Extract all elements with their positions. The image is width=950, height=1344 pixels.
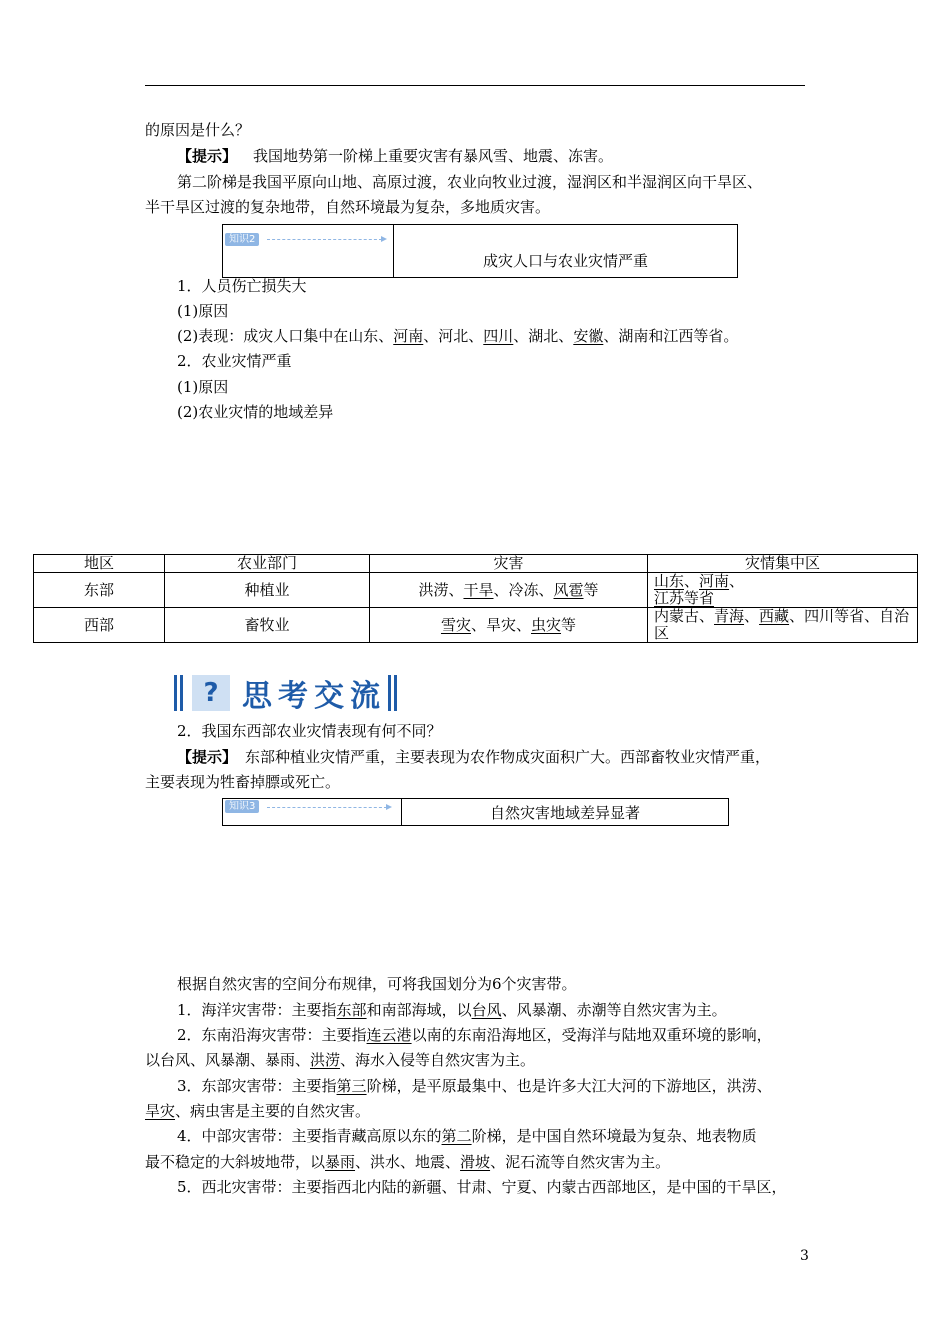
knowledge-title: 自然灾害地域差异显著 [489,803,640,822]
banner-bar [174,675,177,711]
banner-bar [394,675,397,711]
banner-bar [388,675,391,711]
paragraph: 主要表现为牲畜掉膘或死亡。 [145,773,341,791]
table-row [34,608,918,643]
list-item: (1)原因 [177,378,229,396]
list-item-cont: 以台风、风暴潮、暴雨、洪涝、海水入侵等自然灾害为主。 [145,1051,536,1069]
knowledge-tag-area [223,225,394,277]
table-cell: 种植业 [165,573,370,608]
table-cell: 东部 [34,573,165,608]
banner-title: 思考交流 [242,679,386,714]
knowledge-tag: 知识2 [225,233,259,246]
table-cell: 内蒙古、青海、西藏、四川等省、自治区 [648,608,918,643]
list-item-cont: 最不稳定的大斜坡地带，以暴雨、洪水、地震、滑坡、泥石流等自然灾害为主。 [145,1153,671,1171]
knowledge-tag-area [223,799,402,825]
think-exchange-banner [174,672,400,714]
table-cell: 雪灾、旱灾、虫灾等 [370,608,648,643]
table-header: 灾害 [370,555,648,573]
knowledge-box-2 [222,224,738,278]
table-header: 地区 [34,555,165,573]
list-item: 1．海洋灾害带：主要指东部和南部海域，以台风、风暴潮、赤潮等自然灾害为主。 [177,1001,727,1019]
section-heading: 1．人员伤亡损失大 [177,277,307,295]
header-rule [145,85,805,86]
list-item: 5．西北灾害带：主要指西北内陆的新疆、甘肃、宁夏、内蒙古西部地区，是中国的干旱区， [177,1178,787,1196]
arrow-icon [267,807,387,808]
list-item: 2．东南沿海灾害带：主要指连云港以南的东南沿海地区，受海洋与陆地双重环境的影响， [177,1026,772,1044]
table-header: 农业部门 [165,555,370,573]
tip-paragraph: 【提示】 东部种植业灾情严重，主要表现为农作物成灾面积广大。西部畜牧业灾情严重， [177,748,771,766]
list-item: 3．东部灾害带：主要指第三阶梯，是平原最集中、也是许多大江大河的下游地区，洪涝、 [177,1077,772,1095]
list-item-cont: 旱灾、病虫害是主要的自然灾害。 [145,1102,371,1120]
paragraph: 根据自然灾害的空间分布规律，可将我国划分为6个灾害带。 [177,975,577,993]
disaster-table [33,554,918,643]
knowledge-title: 成灾人口与农业灾情严重 [482,252,648,270]
banner-bar [180,675,183,711]
table-cell: 山东、河南、 江苏等省 [648,573,918,608]
list-item: (2)农业灾情的地域差异 [177,403,334,421]
tip-paragraph: 【提示】 我国地势第一阶梯上重要灾害有暴风雪、地震、冻害。 [177,147,614,165]
list-item: (1)原因 [177,302,229,320]
paragraph: 半干旱区过渡的复杂地带，自然环境最为复杂，多地质灾害。 [145,198,551,216]
list-item: (2)表现：成灾人口集中在山东、河南、河北、四川、湖北、安徽、湖南和江西等省。 [177,327,739,345]
table-cell: 西部 [34,608,165,643]
table-cell: 畜牧业 [165,608,370,643]
paragraph: 第二阶梯是我国平原向山地、高原过渡，农业向牧业过渡，湿润区和半湿润区向干旱区、 [177,173,763,191]
paragraph: 的原因是什么？ [145,121,251,139]
knowledge-box-3 [222,798,729,826]
question-mark-icon: ? [192,675,230,711]
table-header: 灾情集中区 [648,555,918,573]
list-item: 4．中部灾害带：主要指青藏高原以东的第二阶梯，是中国自然环境最为复杂、地表物质 [177,1127,757,1145]
question: 2．我国东西部农业灾情表现有何不同？ [177,722,442,740]
arrow-icon [267,239,382,240]
table-header-row [34,555,918,573]
table-cell: 洪涝、干旱、冷冻、风雹等 [370,573,648,608]
section-heading: 2．农业灾情严重 [177,352,292,370]
table-row [34,573,918,608]
knowledge-tag: 知识3 [225,800,259,813]
page-number: 3 [800,1248,809,1264]
